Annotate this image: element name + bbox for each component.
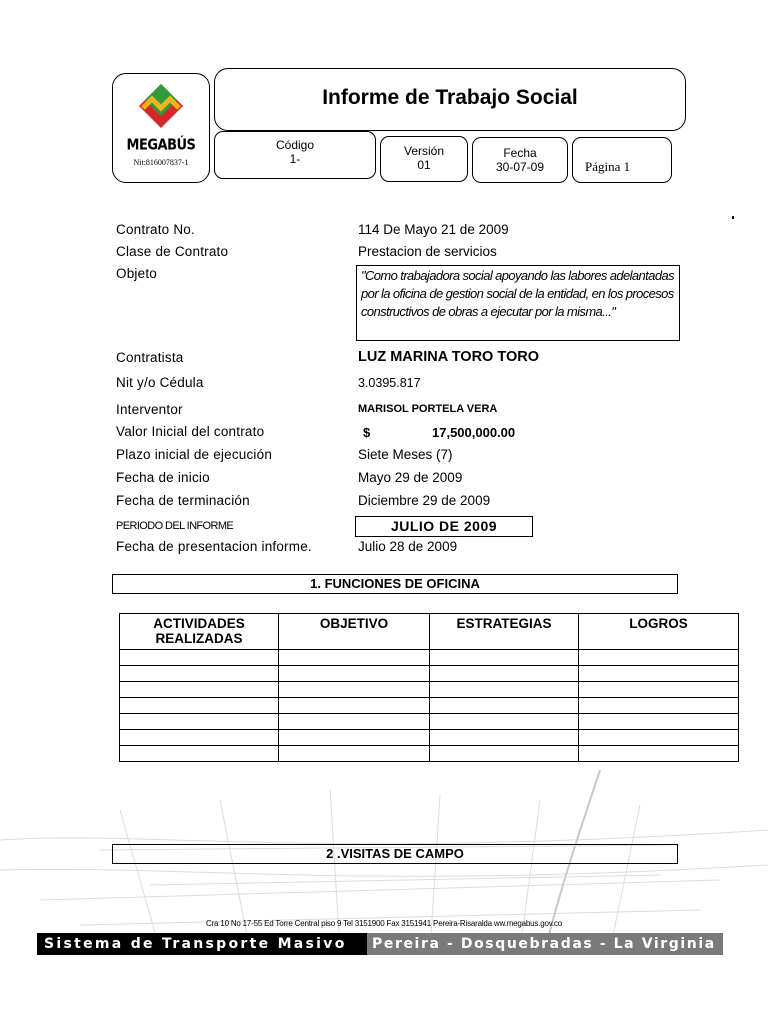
table-cell (579, 730, 739, 746)
valor-label: Valor Inicial del contrato (116, 424, 265, 439)
table-header-row (120, 614, 739, 650)
footer-slogan-left: Sistema de Transporte Masivo (44, 936, 347, 952)
version-label: Versión (403, 144, 445, 158)
objeto-value: "Como trabajadora social apoyando las labores adelantadas por la oficina de gestion social de la entidad, en los procesos constructivos de obras a ejecutar por la misma..." (356, 265, 680, 341)
table-cell (120, 698, 279, 714)
section-2-title: 2 .VISITAS DE CAMPO (112, 844, 678, 864)
valor-amount: 17,500,000.00 (432, 425, 516, 440)
objeto-label: Objeto (116, 266, 157, 281)
table-cell (579, 714, 739, 730)
table-row (120, 730, 739, 746)
table-cell (120, 730, 279, 746)
footer-slogan-right: Pereira - Dosquebradas - La Virginia (372, 936, 716, 952)
table-row (120, 746, 739, 762)
table-cell (430, 682, 579, 698)
title-box (214, 68, 686, 131)
presentacion-label: Fecha de presentacion informe. (116, 539, 312, 554)
version-value: 01 (417, 158, 431, 172)
table-row (120, 650, 739, 666)
table-cell (430, 746, 579, 762)
pagina-label: Página 1 (585, 159, 631, 174)
table-cell (279, 714, 430, 730)
table-row (120, 666, 739, 682)
inicio-label: Fecha de inicio (116, 470, 210, 485)
column-header-logros: LOGROS (579, 614, 739, 650)
table-cell (430, 666, 579, 682)
contrato-label: Contrato No. (116, 222, 195, 237)
clase-value: Prestacion de servicios (358, 244, 497, 259)
presentacion-value: Julio 28 de 2009 (358, 539, 458, 554)
table-cell (120, 746, 279, 762)
contratista-value: LUZ MARINA TORO TORO (358, 349, 539, 365)
valor-currency: $ (363, 425, 371, 440)
plazo-label: Plazo inicial de ejecución (116, 447, 273, 462)
table-cell (430, 730, 579, 746)
column-header-estrategias: ESTRATEGIAS (430, 614, 579, 650)
nit-value: 3.0395.817 (358, 376, 421, 390)
fecha-box (472, 137, 568, 183)
inicio-value: Mayo 29 de 2009 (358, 470, 463, 485)
table-cell (279, 746, 430, 762)
clase-label: Clase de Contrato (116, 244, 229, 259)
logo-name: MEGABÚS (126, 136, 196, 155)
periodo-value: JULIO DE 2009 (355, 516, 533, 537)
interventor-label: Interventor (116, 402, 183, 417)
table-cell (430, 714, 579, 730)
footer-address: Cra 10 No 17-55 Ed Torre Central piso 9 Tel 3151900 Fax 3151941 Pereira-Risaralda ww.megabus.gov.co (206, 919, 562, 928)
funciones-table (119, 613, 739, 762)
table-cell (279, 682, 430, 698)
table-cell (279, 650, 430, 666)
contratista-label: Contratista (116, 350, 184, 365)
nit-label: Nit y/o Cédula (116, 375, 204, 390)
stray-mark (732, 216, 734, 219)
table-cell (279, 666, 430, 682)
logo-nit: Nit:816007837-1 (133, 158, 189, 167)
table-cell (120, 650, 279, 666)
contrato-value: 114 De Mayo 21 de 2009 (358, 222, 509, 237)
table-cell (279, 698, 430, 714)
megabus-logo-icon (137, 82, 185, 130)
table-cell (279, 730, 430, 746)
table-row (120, 682, 739, 698)
codigo-box (214, 131, 376, 179)
table-cell (579, 650, 739, 666)
table-cell (430, 698, 579, 714)
table-cell (430, 650, 579, 666)
fecha-label: Fecha (503, 146, 537, 160)
column-header-objetivo: OBJETIVO (279, 614, 430, 650)
section-1-title: 1. FUNCIONES DE OFICINA (112, 574, 678, 594)
terminacion-value: Diciembre 29 de 2009 (358, 493, 491, 508)
plazo-value: Siete Meses (7) (358, 447, 453, 462)
table-cell (579, 666, 739, 682)
terminacion-label: Fecha de terminación (116, 493, 250, 508)
table-cell (120, 714, 279, 730)
table-cell (120, 666, 279, 682)
fecha-value: 30-07-09 (495, 160, 545, 174)
column-header-actividades: ACTIVIDADES REALIZADAS (120, 614, 279, 650)
table-cell (120, 682, 279, 698)
table-cell (579, 682, 739, 698)
logo-box (112, 73, 210, 183)
interventor-value: MARISOL PORTELA VERA (358, 403, 498, 415)
version-box (380, 136, 468, 182)
document-title: Informe de Trabajo Social (322, 86, 578, 109)
codigo-value: 1- (289, 152, 301, 166)
table-cell (579, 698, 739, 714)
table-row (120, 698, 739, 714)
table-cell (579, 746, 739, 762)
periodo-label: PERIODO DEL INFORME (116, 520, 234, 532)
table-row (120, 714, 739, 730)
codigo-label: Código (275, 138, 315, 152)
pagina-box (572, 137, 672, 183)
